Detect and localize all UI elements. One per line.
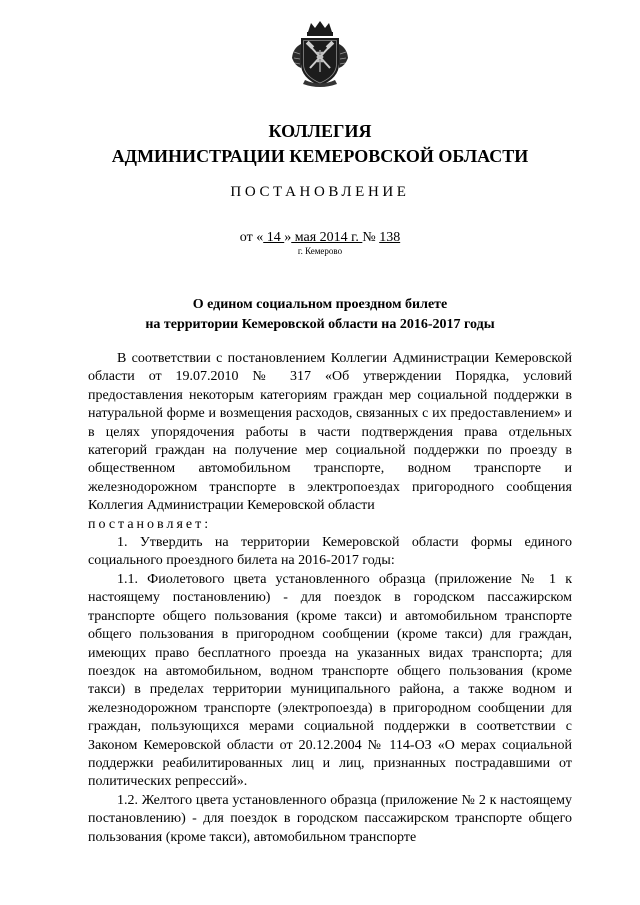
item-1-2-paragraph: 1.2. Желтого цвета установленного образца (приложение № 2 к настоящему постановлению) - для поездок в городском пассажирском транспорте общего пользования (кроме такси), автомобильном транспорте: [88, 792, 572, 845]
document-date-line: [0, 229, 640, 246]
date-prefix: от «: [239, 230, 264, 245]
document-number: 138: [379, 230, 401, 245]
kemerovo-coat-of-arms-icon: [291, 20, 349, 88]
subject-line1: О едином социальном проездном билете: [192, 297, 448, 312]
subject-line2: на территории Кемеровской области на 2016-2017 годы: [145, 317, 495, 332]
org-name-line1: КОЛЛЕГИЯ: [268, 121, 372, 141]
preamble-paragraph: В соответствии с постановлением Коллегии Администрации Кемеровской области от 19.07.2010 № 317 «Об утверждении Порядка, условий предоставления некоторым категориям граждан мер социальной поддержки в натуральной форме и возмещения расходов, связанных с их предоставлением» и в целях упорядочения работы в части подтверждения права отдельных категорий граждан на получение мер социальной поддержки по проезду в общественном автомобильном транспорте, водном транспорте и железнодорожном транспорте в электропоездах пригородного сообщения Коллегия Администрации Кемеровской области: [88, 351, 572, 514]
coat-of-arms: [291, 20, 349, 88]
resolves-word: постановляет:: [88, 516, 212, 532]
city-name: г. Кемерово: [297, 246, 343, 256]
date-quote-close: »: [284, 230, 292, 245]
date-month-year: мая 2014 г.: [291, 230, 363, 245]
document-body: [88, 350, 572, 847]
number-label: №: [362, 230, 380, 245]
date-day: 14: [263, 230, 285, 245]
item-1-paragraph: 1. Утвердить на территории Кемеровской области формы единого социального проездного билета на 2016-2017 годы:: [88, 535, 572, 569]
document-type: ПОСТАНОВЛЕНИЕ: [230, 184, 410, 200]
item-1-1-paragraph: 1.1. Фиолетового цвета установленного образца (приложение № 1 к настоящему постановлению) - для поездок в городском пассажирском транспорте общего пользования (кроме такси) и автомобильном транспорте общего пользования в пригородном сообщении (кроме такси) для граждан, имеющих право бесплатного проезда на указанных видах транспорта; для поездок на автомобильном, водном транспорте общего пользования (кроме такси) в пределах территории муниципального района, а также водном и железнодорожном транспорте (электропоезда) в пригородном сообщении для граждан, пользующихся мерами социальной поддержки в соответствии с Законом Кемеровской области от 20.12.2004 № 114-ОЗ «О мерах социальной поддержки реабилитированных лиц и лиц, признанных пострадавшими от политических репрессий».: [88, 571, 572, 790]
org-name-line2: АДМИНИСТРАЦИИ КЕМЕРОВСКОЙ ОБЛАСТИ: [111, 146, 529, 166]
